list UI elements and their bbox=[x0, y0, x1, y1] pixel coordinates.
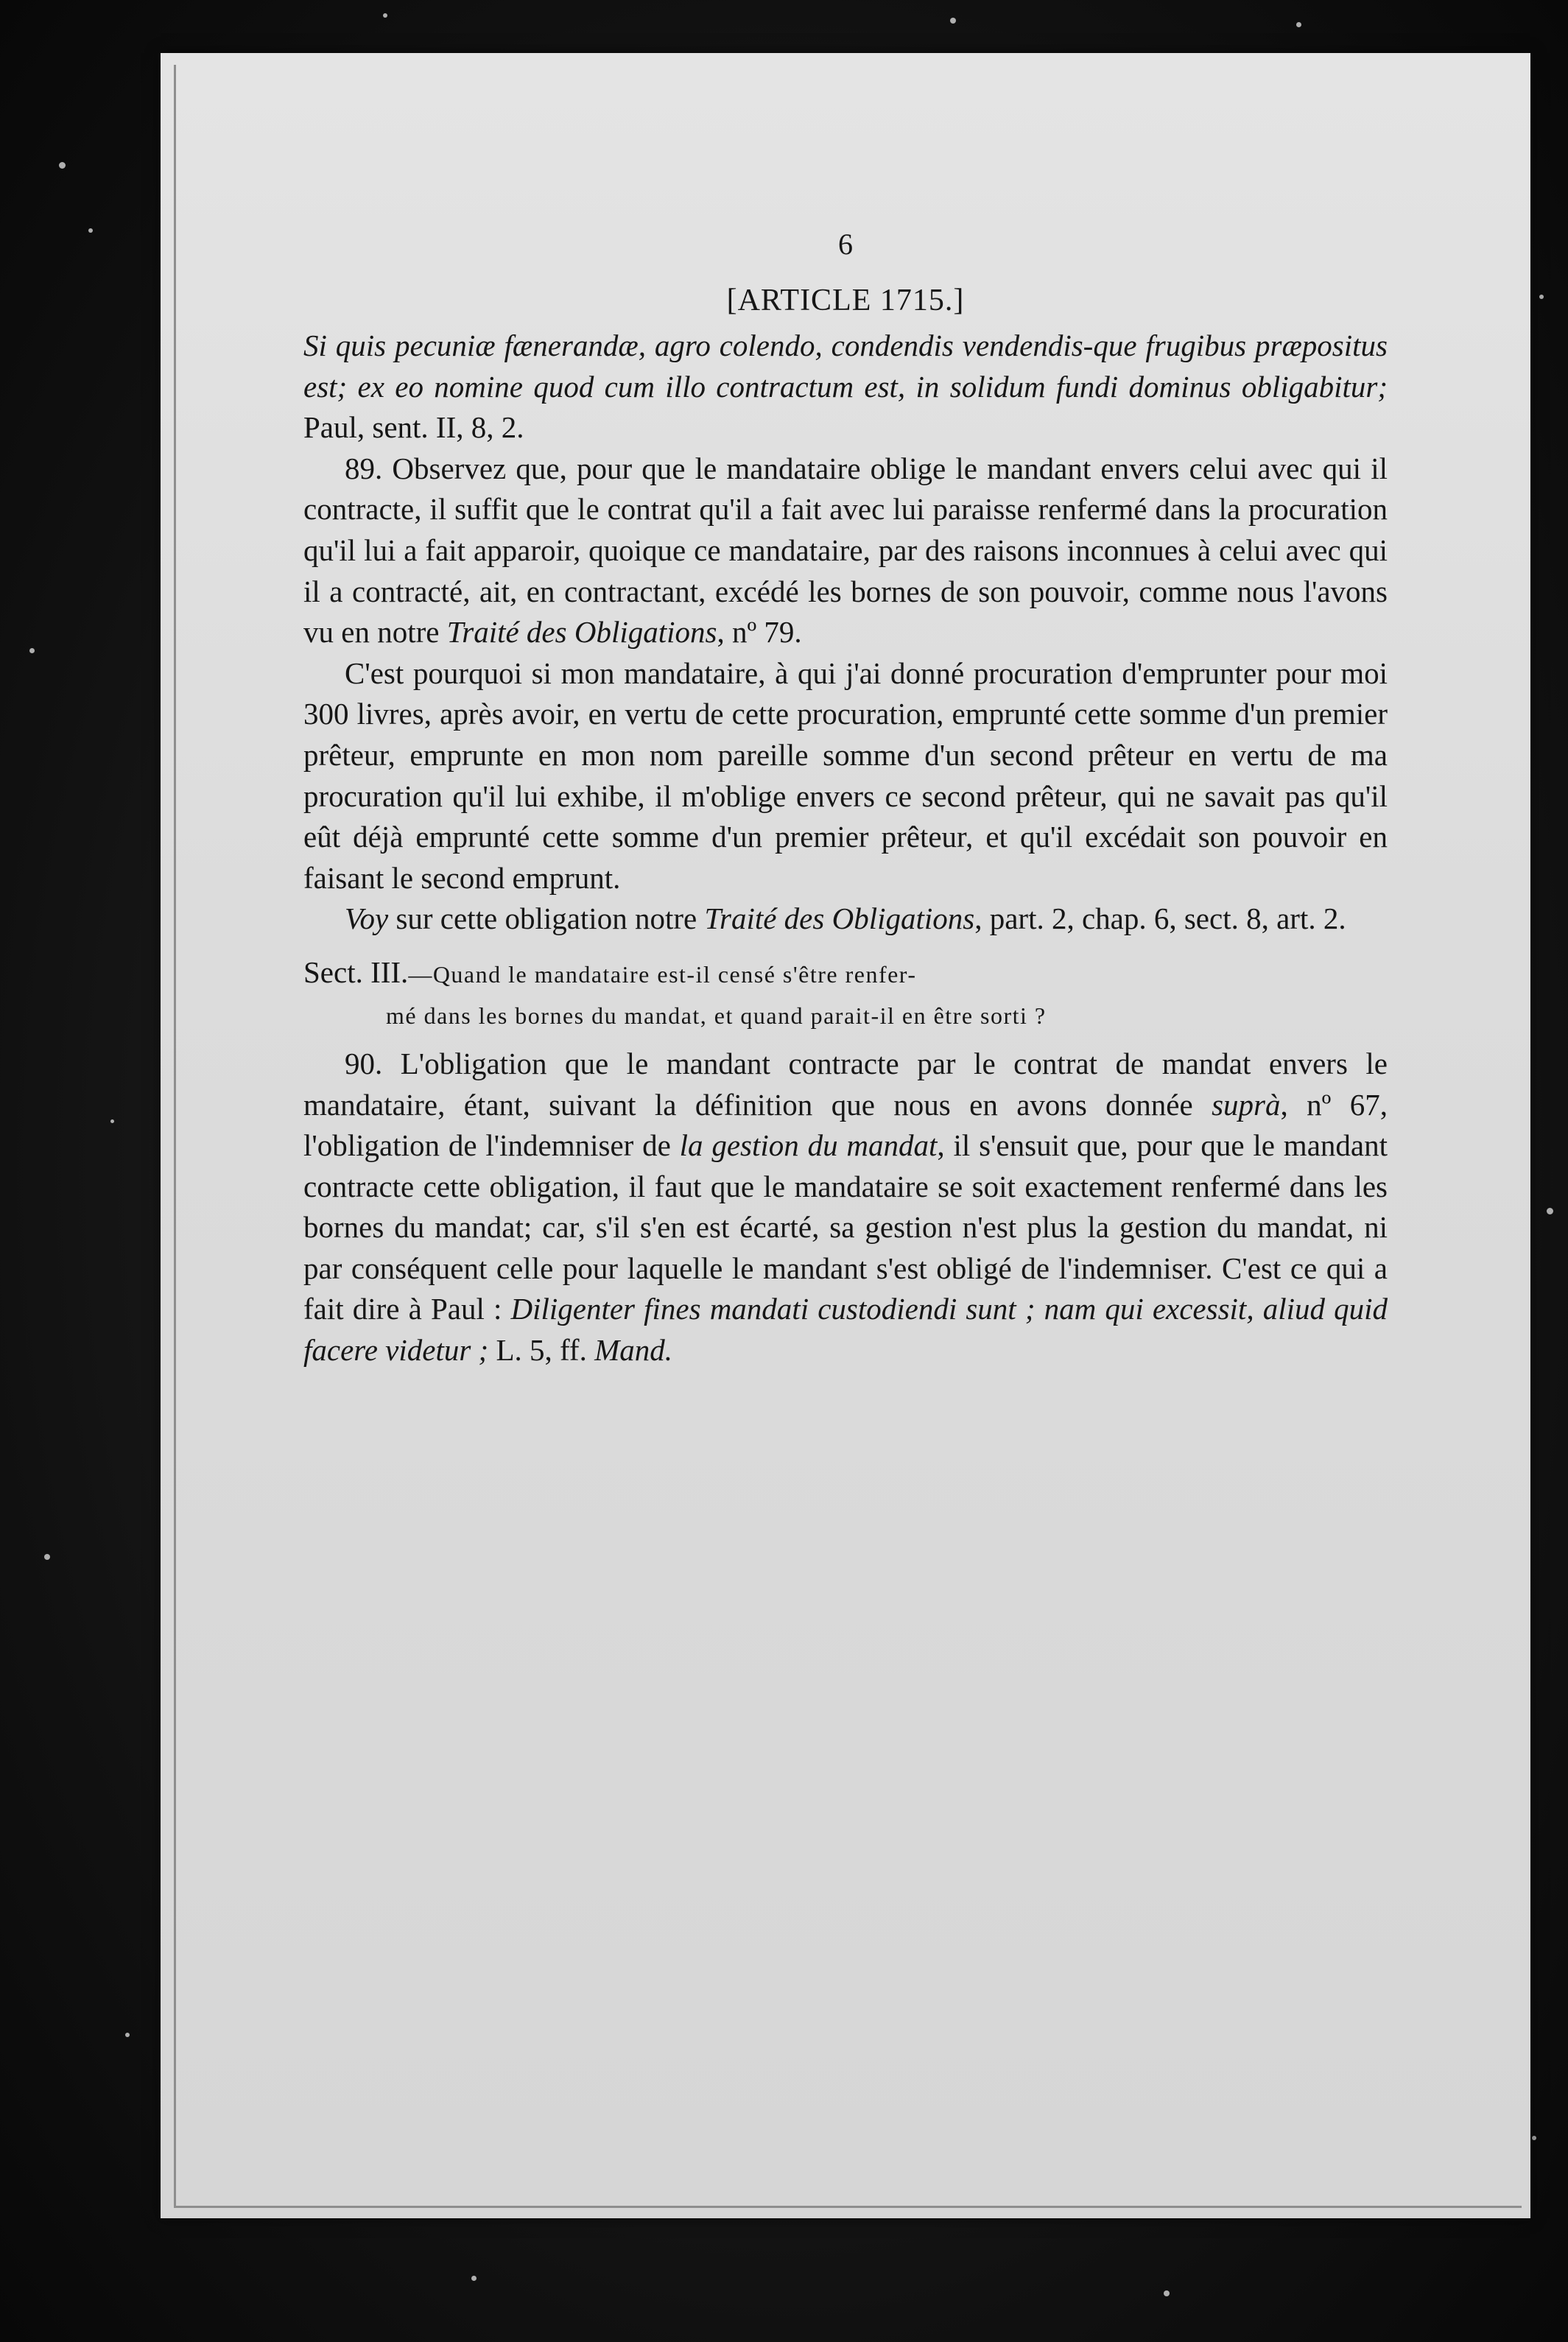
italic-text: Si quis pecuniæ fænerandæ, agro colendo, condendis vendendis-que frugibus præpositus est; ex eo nomine quod cum illo contractum est, in solidum fundi dominus obligabitur; bbox=[303, 328, 1388, 404]
latin-quote bbox=[303, 326, 1388, 449]
dust-speck bbox=[1532, 2136, 1536, 2140]
paragraph bbox=[303, 653, 1388, 899]
dust-speck bbox=[29, 648, 35, 653]
page-content bbox=[303, 215, 1388, 1371]
dust-speck bbox=[44, 1554, 50, 1560]
italic-text: Diligenter fines mandati custodiendi sunt ; nam qui excessit, aliud quid facere videtur ; bbox=[303, 1292, 1388, 1368]
italic-text: la gestion du mandat bbox=[679, 1128, 938, 1163]
text-run: , nº 79. bbox=[717, 615, 802, 650]
italic-text: Traité des Obligations bbox=[446, 615, 717, 650]
text-run: L. 5, ff. bbox=[496, 1333, 595, 1368]
text-run: C'est pourquoi si mon mandataire, à qui j'ai donné procuration d'emprunter pour moi 300 livres, après avoir, en vertu de cette procuration, emprunté cette somme d'un premier prêteur, emprunte en mon nom pareille somme d'un second prêteur en vertu de ma procuration qu'il lui exhibe, il m'oblige envers ce second prêteur, qui ne savait pas qu'il eût déjà emprunté cette somme d'un premier prêteur, et qu'il excédait son pouvoir en faisant le second emprunt. bbox=[303, 655, 1388, 895]
text-run: 89. Observez que, pour que le mandataire oblige le mandant envers celui avec qui il contracte, il suffit que le contrat qu'il a fait avec lui paraisse renfermé dans la procuration qu'il lui a fait apparoir, quoique ce mandataire, par des raisons inconnues à celui avec qui il a contracté, ait, en contractant, excédé les bornes de son pouvoir, comme nous l'avons vu en notre bbox=[303, 451, 1388, 650]
paragraph bbox=[303, 449, 1388, 653]
dust-speck bbox=[88, 228, 93, 233]
dust-speck bbox=[1296, 22, 1301, 27]
paragraph bbox=[303, 899, 1388, 940]
page-number: 6 bbox=[838, 228, 853, 261]
dust-speck bbox=[125, 2033, 130, 2037]
section-number: Sect. III. bbox=[303, 954, 409, 989]
italic-text: Voy bbox=[345, 901, 389, 936]
dust-speck bbox=[110, 1119, 114, 1123]
text-run: , il s'ensuit que, pour que le mandant contracte cette obligation, il faut que le mandataire se soit exactement renfermé dans les bornes du mandat; car, s'il s'en est écarté, sa gestion n'est plus la gestion du mandat, ni par conséquent celle pour laquelle le mandant s'est obligé de l'indemniser. C'est ce qui a fait dire à Paul : bbox=[303, 1128, 1388, 1326]
dust-speck bbox=[383, 13, 387, 18]
text-run: Paul, sent. II, 8, 2. bbox=[303, 410, 524, 445]
dust-speck bbox=[471, 2276, 477, 2281]
text-run: 90. L'obligation que le mandant contracte par le contrat de mandat envers le mandataire, étant, suivant la définition que nous en avons donnée bbox=[303, 1046, 1388, 1122]
italic-text: Mand. bbox=[594, 1333, 672, 1368]
text-run: sur cette obligation notre bbox=[388, 901, 705, 936]
text-run: , part. 2, chap. 6, sect. 8, art. 2. bbox=[974, 901, 1346, 936]
paragraph-list bbox=[303, 326, 1388, 940]
section-title-line1: —Quand le mandataire est-il censé s'être renfer- bbox=[408, 960, 917, 988]
dust-speck bbox=[1164, 2290, 1170, 2296]
dust-speck bbox=[1547, 1208, 1553, 1214]
italic-text: suprà bbox=[1212, 1087, 1281, 1122]
dust-speck bbox=[59, 162, 66, 169]
dust-speck bbox=[950, 18, 956, 24]
dust-speck bbox=[1539, 295, 1544, 299]
text-run: , nº 67, l'obligation de l'indemniser de bbox=[303, 1087, 1388, 1163]
article-heading: [ARTICLE 1715.] bbox=[726, 284, 965, 317]
italic-text: Traité des Obligations bbox=[704, 901, 975, 936]
section-title-line2: mé dans les bornes du mandat, et quand parait-il en être sorti ? bbox=[386, 1002, 1047, 1029]
section-heading bbox=[303, 952, 1388, 995]
paragraph-90 bbox=[303, 1044, 1388, 1371]
